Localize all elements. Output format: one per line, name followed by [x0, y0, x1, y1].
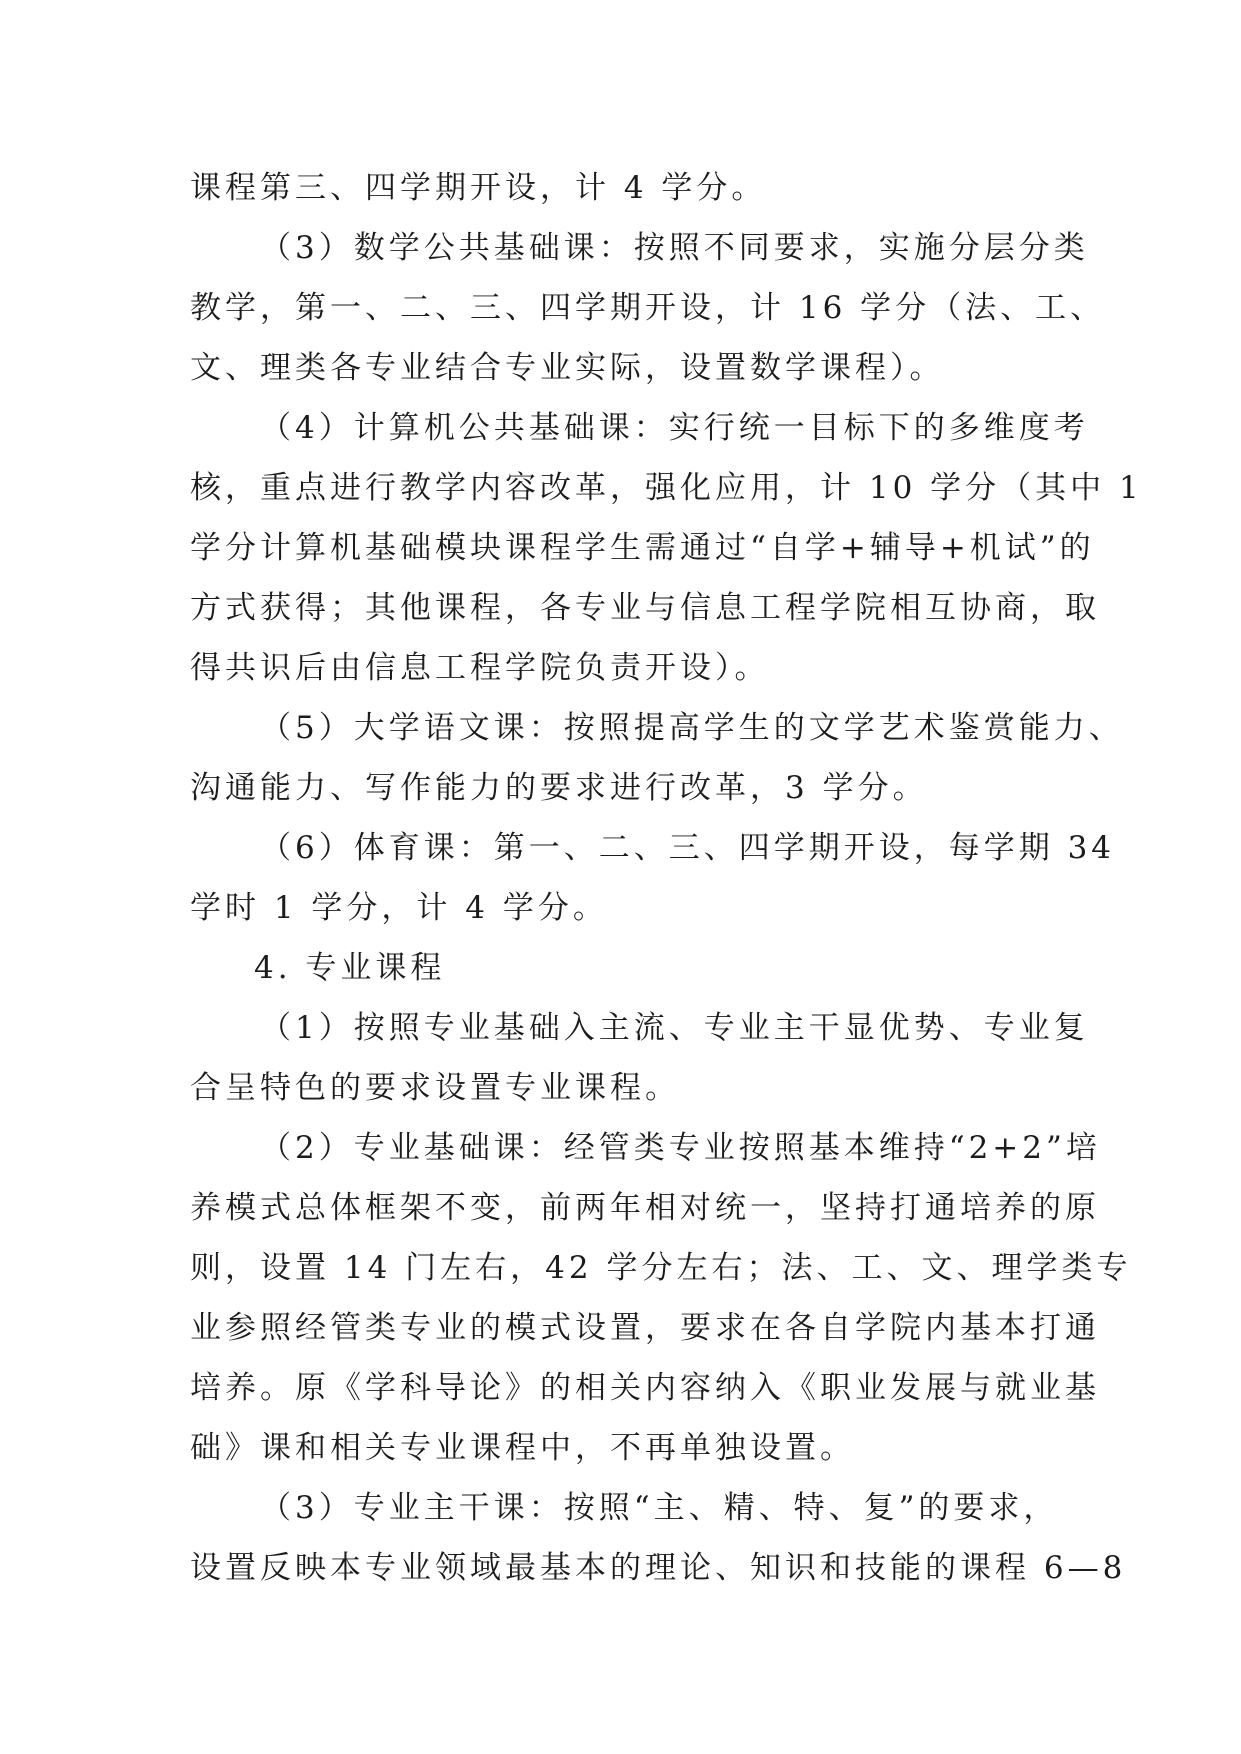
- text-line: 文、理类各专业结合专业实际，设置数学课程）。: [190, 350, 945, 386]
- section-heading: 4. 专业课程: [254, 950, 446, 986]
- text-line: 方式获得；其他课程，各专业与信息工程学院相互协商，取: [190, 590, 1100, 626]
- text-line: 业参照经管类专业的模式设置，要求在各自学院内基本打通: [190, 1310, 1100, 1346]
- text-line: （4）计算机公共基础课：实行统一目标下的多维度考: [260, 410, 1089, 446]
- text-line: （3）数学公共基础课：按照不同要求，实施分层分类: [260, 230, 1089, 266]
- text-line: 设置反映本专业领域最基本的理论、知识和技能的课程 6—8: [190, 1550, 1127, 1586]
- document-body: [190, 158, 1143, 1598]
- text-line: 沟通能力、写作能力的要求进行改革，3 学分。: [190, 770, 928, 806]
- text-line: （3）专业主干课：按照“主、精、特、复”的要求，: [260, 1490, 1059, 1526]
- text-line: （5）大学语文课：按照提高学生的文学艺术鉴赏能力、: [260, 710, 1124, 746]
- text-line: 培养。原《学科导论》的相关内容纳入《职业发展与就业基: [190, 1370, 1100, 1406]
- text-line: （2）专业基础课：经管类专业按照基本维持“2+2”培: [260, 1130, 1101, 1166]
- text-line: 得共识后由信息工程学院负责开设）。: [190, 650, 770, 686]
- text-line: 教学，第一、二、三、四学期开设，计 16 学分（法、工、: [190, 290, 1106, 326]
- text-line: 则，设置 14 门左右，42 学分左右；法、工、文、理学类专: [190, 1250, 1132, 1286]
- text-line: 课程第三、四学期开设，计 4 学分。: [190, 170, 767, 206]
- text-line: 合呈特色的要求设置专业课程。: [190, 1070, 680, 1106]
- text-line: 础》课和相关专业课程中，不再单独设置。: [190, 1430, 855, 1466]
- text-line: 学分计算机基础模块课程学生需通过“自学+辅导+机试”的: [190, 530, 1095, 566]
- text-line: （1）按照专业基础入主流、专业主干显优势、专业复: [260, 1010, 1089, 1046]
- text-line: 养模式总体框架不变，前两年相对统一，坚持打通培养的原: [190, 1190, 1100, 1226]
- text-line: （6）体育课：第一、二、三、四学期开设，每学期 34: [260, 830, 1116, 866]
- text-line: 学时 1 学分，计 4 学分。: [190, 890, 608, 926]
- text-line: 核，重点进行教学内容改革，强化应用，计 10 学分（其中 1: [190, 470, 1143, 506]
